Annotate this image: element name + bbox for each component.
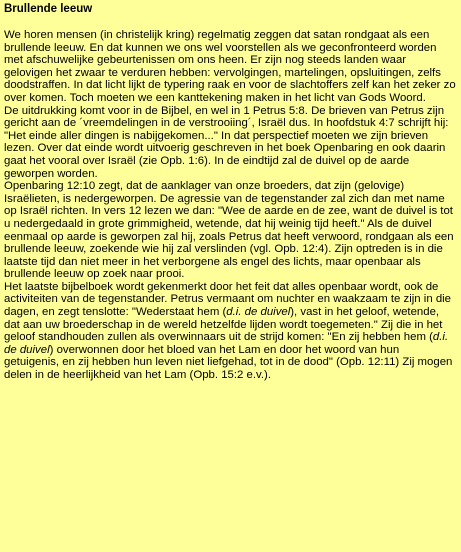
- paragraph: [4, 281, 457, 382]
- paragraph: [4, 105, 457, 181]
- page-title: Brullende leeuw: [4, 3, 93, 15]
- paragraph: [4, 180, 457, 281]
- text-run: We horen mensen (in christelijk kring) regelmatig zeggen dat satan rondgaat als een brullende leeuw. En dat kunnen we ons wel voorstellen als we geconfronteerd worden met afschuwelijke gebeurtenissen om ons heen. Er zijn nog steeds landen waar gelovigen het zwaar te verduren hebben: vervolgingen, martelingen, opsluitingen, zelfs doodstraffen. In dat licht lijkt de typering raak en voor de slachtoffers zelf kan het zeker zo over komen. Toch moeten we een kanttekening maken in het licht van Gods Woord.: [4, 29, 456, 104]
- text-run: Het laatste bijbelboek wordt gekenmerkt door het feit dat alles openbaar wordt, ook de activiteiten van de tegenstander. Petrus vermaant om nuchter en waakzaam te zijn in die dagen, en zegt tenslotte: "Wederstaat hem (: [4, 280, 452, 319]
- text-run: Openbaring 12:10 zegt, dat de aanklager van onze broeders, dat zijn (gelovige) Israëlieten, is nedergeworpen. De agressie van de tegenstander zal zich dan met name op Israël richten. In vers 12 lezen we dan: "Wee de aarde en de zee, want de duivel is tot u nedergedaald in grote grimmigheid, wetende, dat hij weinig tijd heeft." Als de duivel eenmaal op aarde is geworpen zal hij, zoals Petrus dat heeft verwoord, rondgaan als een brullende leeuw, zoekende wie hij zal verslinden (vgl. Opb. 12:4). Zijn optreden is in die laatste tijd dan niet meer in het verborgene als engel des lichts, maar openbaar als brullende leeuw op zoek naar prooi.: [4, 180, 454, 281]
- paragraph: [4, 29, 457, 105]
- text-run: De uitdrukking komt voor in de Bijbel, en wel in 1 Petrus 5:8. De brieven van Petrus zijn gericht aan de ´vreemdelingen in de verstrooiing´, Israël dus. In hoofdstuk 4:7 schrijft hij: "Het einde aller dingen is nabijgekomen..." In dat perspectief moeten we zijn brieven lezen. Over dat einde wordt uitvoerig geschreven in het boek Openbaring en ook daarin gaat het vooral over Israël (zie Opb. 1:6). In de eindtijd zal de duivel op de aarde geworpen worden.: [4, 104, 449, 180]
- article-body: [4, 29, 457, 382]
- italic-text: d.i. de duivel: [226, 306, 291, 319]
- text-run: ), vast in het geloof, wetende, dat aan uw broederschap in de wereld hetzelfde lijden wordt toegemeten." Zij die in het geloof standhouden zullen als overwinnaars uit de strijd komen: "En zij hebben hem (: [4, 306, 443, 344]
- italic-text: d.i. de duivel: [4, 331, 449, 356]
- text-run: ) overwonnen door het bloed van het Lam en door het woord van hun getuigenis, en zij hebben hun leven niet liefgehad, tot in de dood" (Opb. 12:11) Zij mogen delen in de heerlijkheid van het Lam (Opb. 15:2 e.v.).: [4, 343, 453, 382]
